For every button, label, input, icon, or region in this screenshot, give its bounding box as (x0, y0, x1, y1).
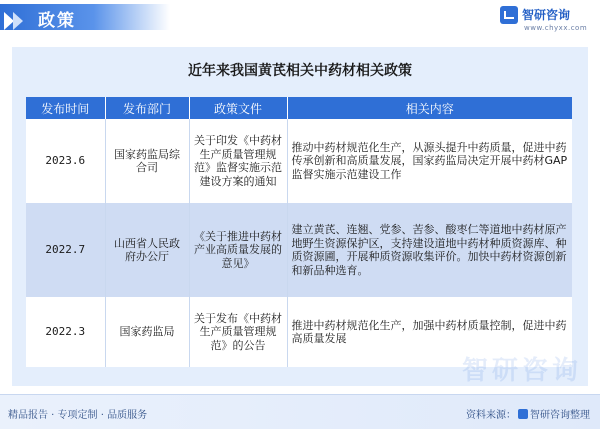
brand-logo-icon (500, 6, 518, 24)
cell-department: 山西省人民政府办公厅 (105, 203, 189, 297)
cell-document: 《关于推进中药材产业高质量发展的意见》 (189, 203, 287, 297)
column-header-document: 政策文件 (189, 97, 287, 119)
table-row (26, 119, 572, 203)
cell-content: 推进中药材规范化生产，加强中药材质量控制，促进中药高质量发展 (287, 297, 572, 367)
column-header-content: 相关内容 (287, 97, 572, 119)
page-footer (0, 394, 600, 429)
section-title: 政策 (38, 11, 76, 31)
brand (500, 6, 588, 36)
cell-document: 关于发布《中药材生产质量管理规范》的公告 (189, 297, 287, 367)
footer-slogan: 精品报告 · 专项定制 · 品质服务 (8, 410, 148, 421)
table-title: 近年来我国黄芪相关中药材相关政策 (188, 63, 412, 79)
chevron-right-icon (13, 12, 23, 30)
section-tab (0, 4, 170, 30)
brand-name: 智研咨询 (522, 8, 571, 22)
watermark: 智研咨询 (461, 356, 582, 386)
column-header-department: 发布部门 (105, 97, 189, 119)
cell-content: 推动中药材规范化生产，从源头提升中药质量，促进中药传承创新和高质量发展，国家药监局决定开展中药材GAP监督实施示范建设工作 (287, 119, 572, 203)
source-brand: 智研咨询整理 (530, 410, 590, 421)
policy-table-panel (12, 47, 588, 386)
cell-date: 2022.3 (26, 297, 105, 367)
brand-logo-icon (518, 409, 528, 419)
table-row (26, 203, 572, 297)
cell-content: 建立黄芪、连翘、党参、苦参、酸枣仁等道地中药材原产地野生资源保护区，支持建设道地中药材种质资源库、种质资源圃，开展种质资源收集评价。加快中药材资源创新和新品种选育。 (287, 203, 572, 297)
column-header-date: 发布时间 (26, 97, 105, 119)
footer-source (466, 406, 590, 421)
source-label: 资料来源： (466, 410, 516, 421)
cell-department: 国家药监局 (105, 297, 189, 367)
cell-department: 国家药监局综合司 (105, 119, 189, 203)
policy-table (26, 97, 572, 367)
table-header-row (26, 97, 572, 119)
cell-date: 2023.6 (26, 119, 105, 203)
cell-document: 关于印发《中药材生产质量管理规范》监督实施示范建设方案的通知 (189, 119, 287, 203)
cell-date: 2022.7 (26, 203, 105, 297)
page-header (0, 0, 600, 34)
brand-url: www.chyxx.com (524, 24, 588, 32)
